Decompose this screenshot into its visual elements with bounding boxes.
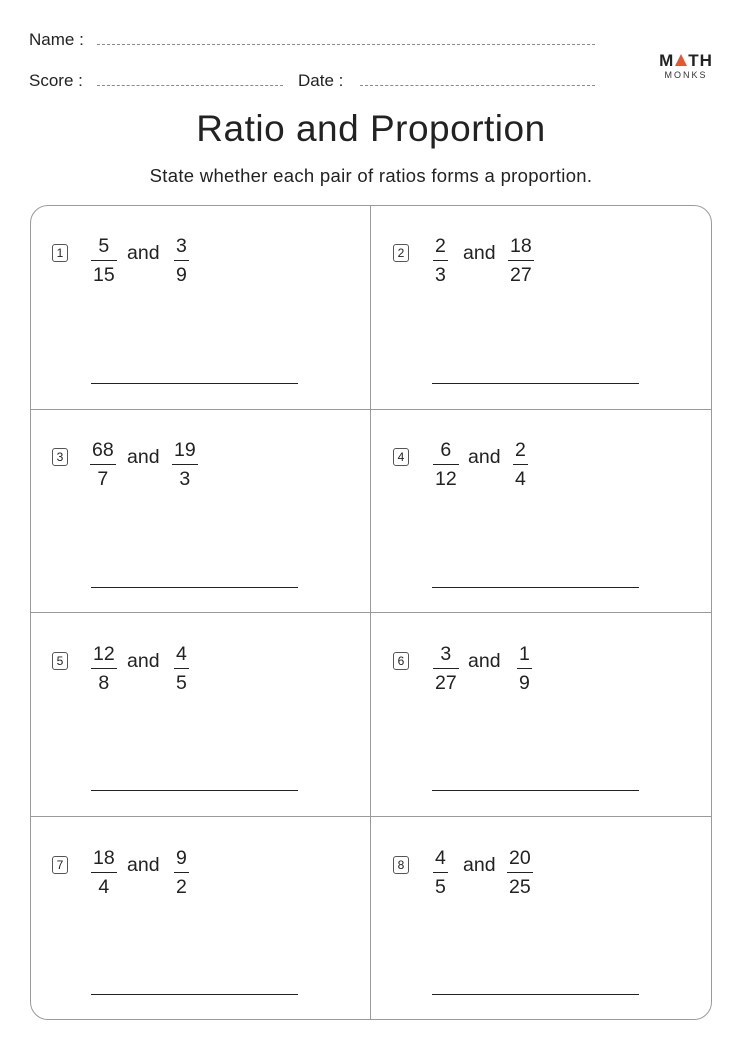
answer-line-1[interactable] [91,383,298,384]
fraction-a [433,436,459,493]
and-connector: and [468,650,501,672]
and-connector: and [127,650,160,672]
grid-divider-row-1 [30,409,712,410]
fraction-b [174,640,189,697]
date-label: Date : [298,71,344,90]
fraction-a-denominator: 5 [435,876,446,898]
fraction-b-numerator: 3 [174,232,189,261]
problem-7 [52,847,352,936]
fraction-a-denominator: 4 [98,876,110,898]
worksheet-title: Ratio and Proportion [196,108,546,149]
grid-divider-row-3 [30,816,712,817]
answer-line-8[interactable] [432,994,639,995]
math-monks-logo [655,52,717,81]
fraction-b-denominator: 2 [176,876,187,898]
problem-3 [52,439,352,528]
fraction-a [433,232,448,289]
problem-4 [393,439,693,528]
fraction-b-numerator: 4 [174,640,189,669]
problem-number-badge: 5 [52,652,68,670]
logo-math-text: M TH [659,51,713,70]
fraction-b [517,640,532,697]
fraction-b-denominator: 25 [509,876,531,898]
grid-divider-row-2 [30,612,712,613]
date-field[interactable] [360,85,595,86]
name-label: Name : [29,30,84,49]
fraction-a-numerator: 4 [433,844,448,873]
fraction-b-denominator: 9 [519,672,530,694]
worksheet-instructions: State whether each pair of ratios forms a proportion. [149,165,593,186]
fraction-a-numerator: 68 [90,436,116,465]
fraction-b-numerator: 2 [513,436,528,465]
fraction-a-numerator: 12 [91,640,117,669]
problem-number-badge: 6 [393,652,409,670]
fraction-b [507,844,533,901]
fraction-a-numerator: 2 [433,232,448,261]
and-connector: and [463,242,496,264]
fraction-b-denominator: 4 [515,468,526,490]
and-connector: and [127,854,160,876]
and-connector: and [127,242,160,264]
fraction-a-denominator: 3 [435,264,446,286]
fraction-a-numerator: 5 [91,232,117,261]
answer-line-6[interactable] [432,790,639,791]
fraction-a-numerator: 3 [433,640,459,669]
answer-line-5[interactable] [91,790,298,791]
fraction-b-denominator: 5 [176,672,187,694]
fraction-b [508,232,534,289]
logo-monks-text: MONKS [664,70,708,80]
fraction-b-numerator: 9 [174,844,189,873]
problem-number-badge: 4 [393,448,409,466]
fraction-b-denominator: 3 [179,468,191,490]
score-label: Score : [29,71,83,90]
fraction-b [513,436,528,493]
fraction-b [172,436,198,493]
fraction-a-denominator: 12 [435,468,457,490]
answer-line-4[interactable] [432,587,639,588]
problem-number-badge: 3 [52,448,68,466]
problem-8 [393,847,693,936]
fraction-a [91,640,117,697]
fraction-a [91,844,117,901]
answer-line-7[interactable] [91,994,298,995]
fraction-a-denominator: 27 [435,672,457,694]
fraction-b-numerator: 20 [507,844,533,873]
fraction-b-numerator: 1 [517,640,532,669]
problem-1 [52,235,352,324]
fraction-a [433,844,448,901]
fraction-a [90,436,116,493]
name-field[interactable] [97,44,595,45]
answer-line-2[interactable] [432,383,639,384]
fraction-a-numerator: 6 [433,436,459,465]
fraction-a [91,232,117,289]
fraction-b-numerator: 18 [508,232,534,261]
fraction-b [174,232,189,289]
problem-6 [393,643,693,732]
fraction-a-denominator: 15 [93,264,115,286]
fraction-a-denominator: 8 [98,672,110,694]
fraction-a-denominator: 7 [97,468,109,490]
problem-number-badge: 1 [52,244,68,262]
answer-line-3[interactable] [91,587,298,588]
score-field[interactable] [97,85,283,86]
problem-number-badge: 8 [393,856,409,874]
fraction-a-numerator: 18 [91,844,117,873]
and-connector: and [127,446,160,468]
problem-2 [393,235,693,324]
problem-number-badge: 7 [52,856,68,874]
fraction-a [433,640,459,697]
fraction-b-numerator: 19 [172,436,198,465]
fraction-b-denominator: 9 [176,264,187,286]
problem-number-badge: 2 [393,244,409,262]
and-connector: and [463,854,496,876]
fraction-b [174,844,189,901]
problem-5 [52,643,352,732]
logo-triangle-icon [675,54,687,66]
fraction-b-denominator: 27 [510,264,532,286]
and-connector: and [468,446,501,468]
